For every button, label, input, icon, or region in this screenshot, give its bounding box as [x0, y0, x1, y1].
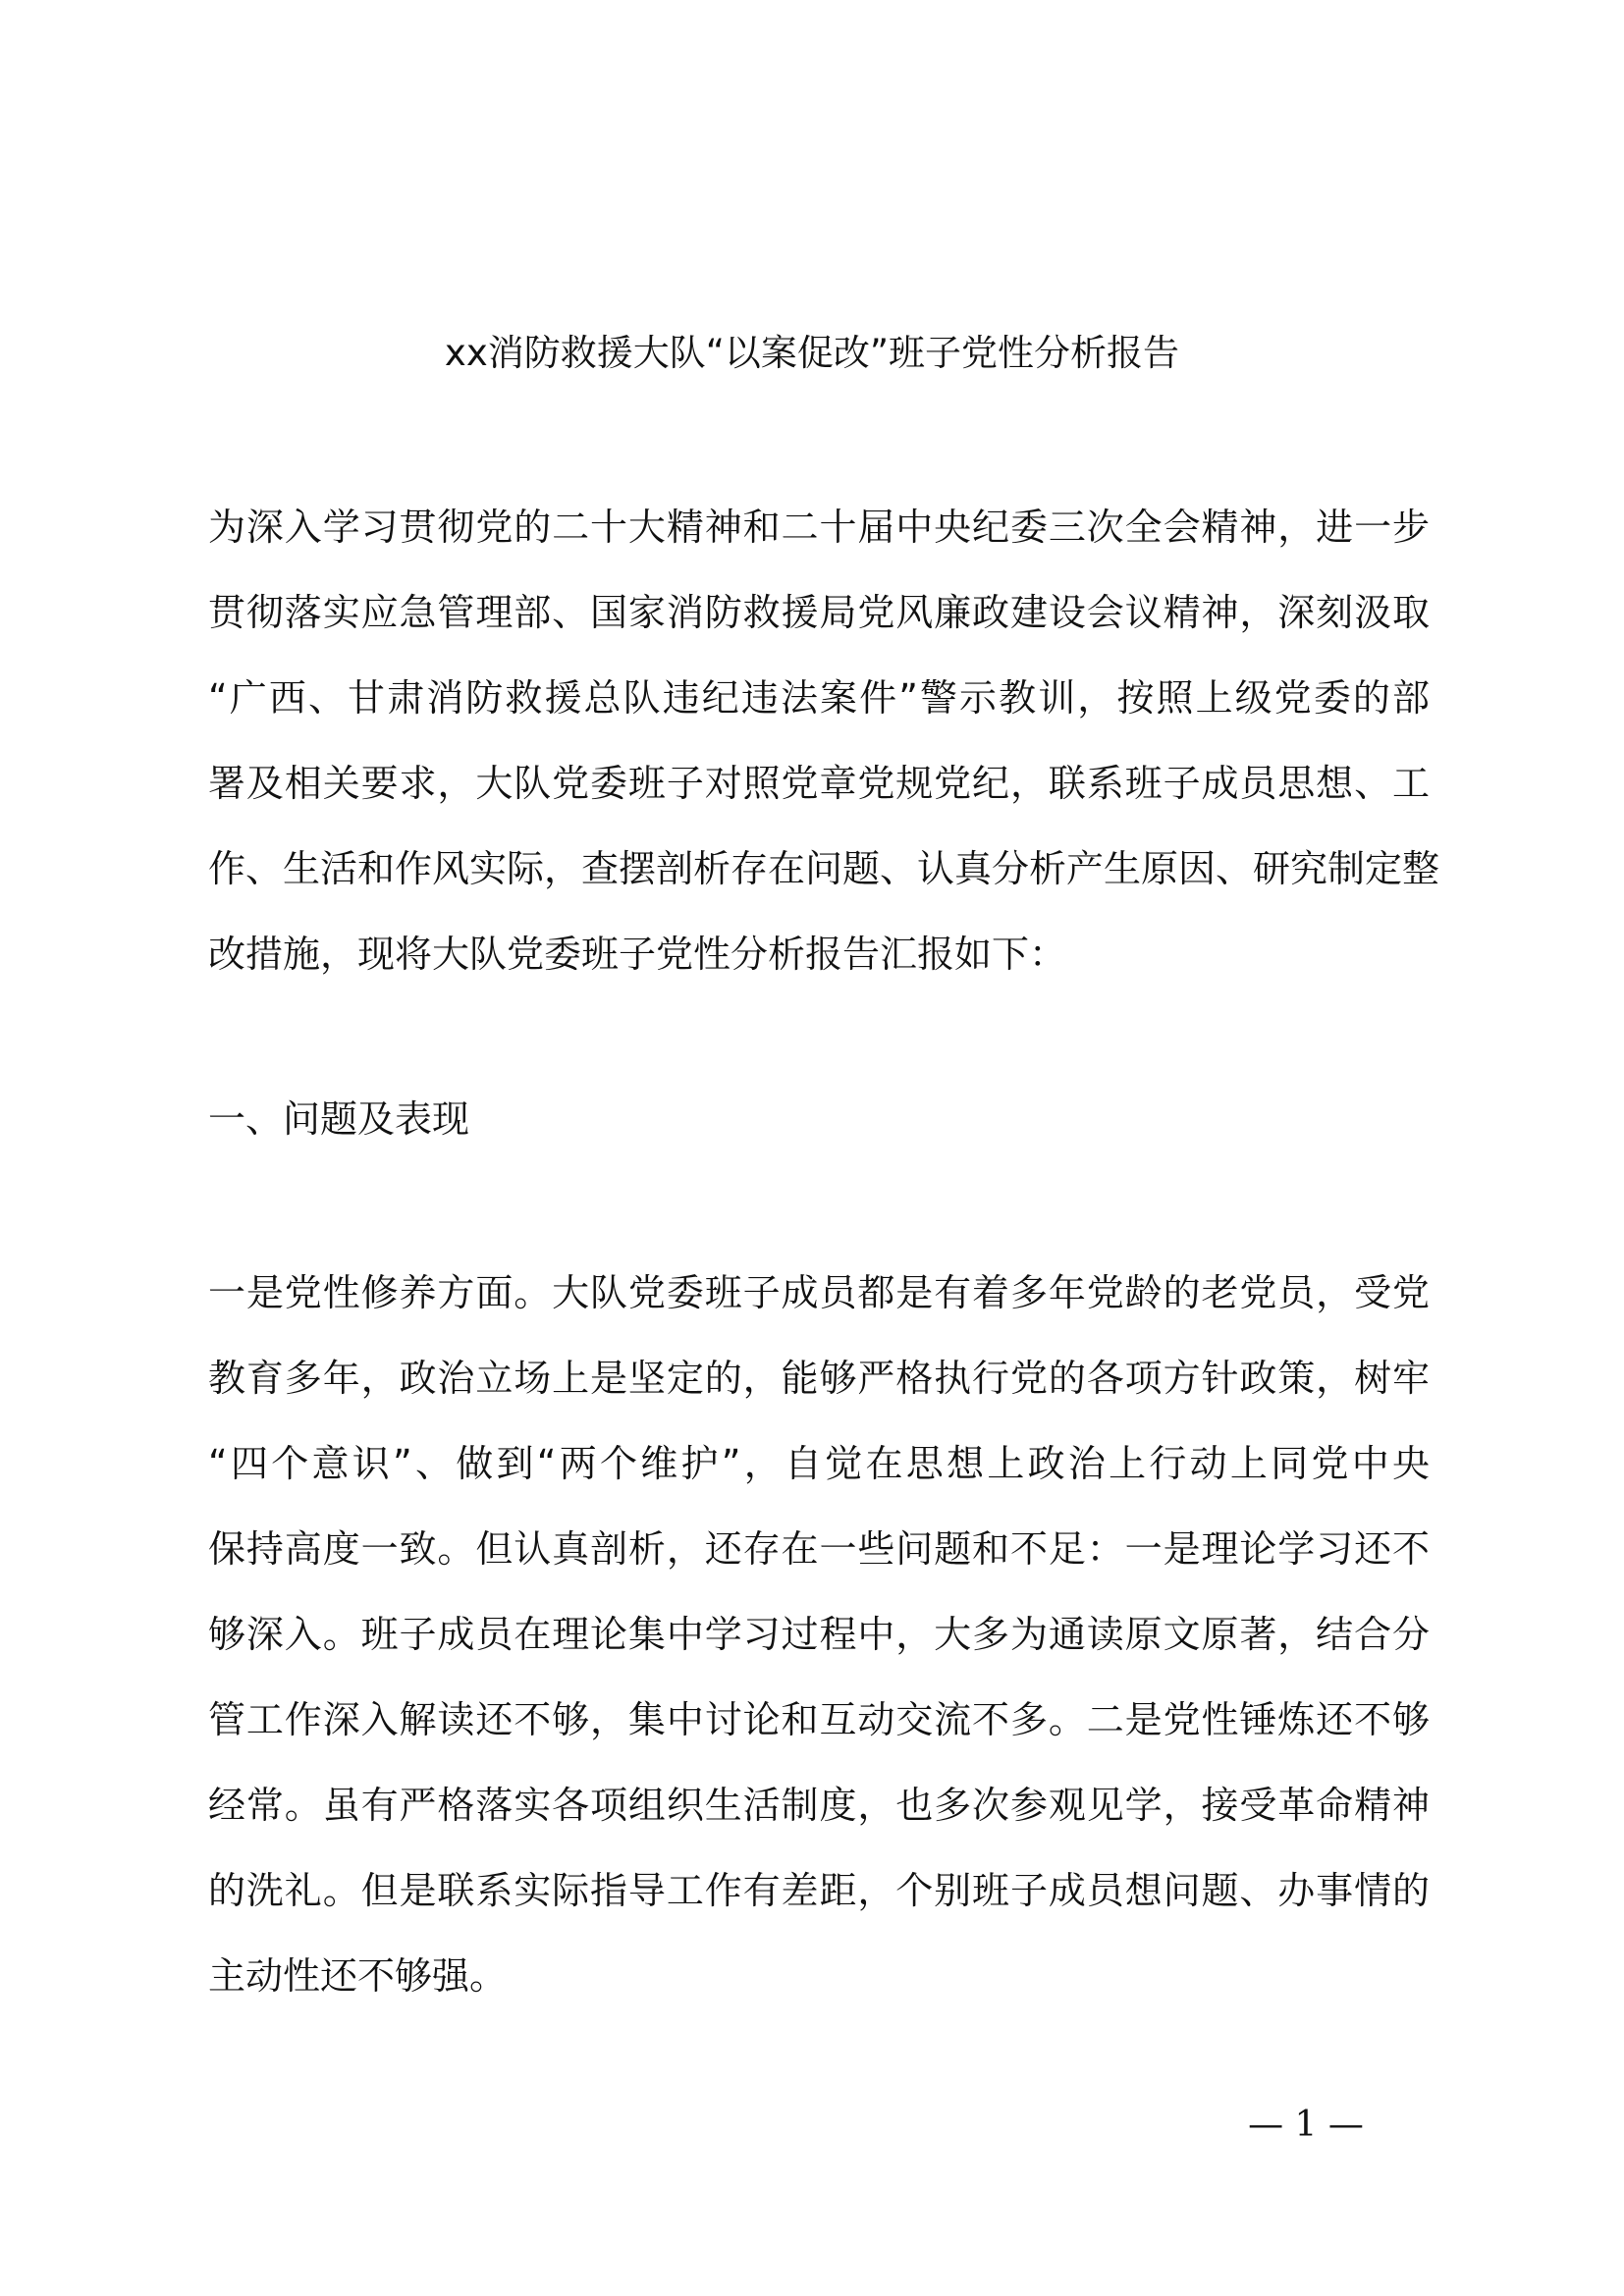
paragraph-line: 一是党性修养方面。大队党委班子成员都是有着多年党龄的老党员，受党	[208, 1271, 1430, 1314]
paragraph-line: 署及相关要求，大队党委班子对照党章党规党纪，联系班子成员思想、工	[208, 762, 1430, 805]
paragraph-line: 够深入。班子成员在理论集中学习过程中，大多为通读原文原著，结合分	[208, 1613, 1430, 1656]
paragraph-line: “四个意识”、做到“两个维护”，自觉在思想上政治上行动上同党中央	[208, 1442, 1430, 1485]
paragraph-line: 经常。虽有严格落实各项组织生活制度，也多次参观见学，接受革命精神	[208, 1784, 1430, 1827]
paragraph-line: “广西、甘肃消防救援总队违纪违法案件”警示教训，按照上级党委的部	[208, 676, 1430, 720]
section-paragraph	[208, 1251, 1430, 2019]
paragraph-line: 的洗礼。但是联系实际指导工作有差距，个别班子成员想问题、办事情的	[208, 1869, 1430, 1912]
paragraph-line: 改措施，现将大队党委班子党性分析报告汇报如下：	[208, 933, 1067, 976]
paragraph-line: 主动性还不够强。	[208, 1954, 508, 1998]
intro-paragraph	[208, 485, 1440, 997]
paragraph-line: 贯彻落实应急管理部、国家消防救援局党风廉政建设会议精神，深刻汲取	[208, 591, 1430, 634]
document-title: xx消防救援大队“以案促改”班子党性分析报告	[444, 332, 1180, 374]
paragraph-line: 保持高度一致。但认真剖析，还存在一些问题和不足：一是理论学习还不	[208, 1527, 1430, 1571]
paragraph-line: 为深入学习贯彻党的二十大精神和二十届中央纪委三次全会精神，进一步	[208, 506, 1430, 549]
section-heading: 一、问题及表现	[208, 1097, 470, 1141]
page-number: — 1 —	[1248, 2105, 1364, 2145]
paragraph-line: 管工作深入解读还不够，集中讨论和互动交流不多。二是党性锤炼还不够	[208, 1698, 1430, 1741]
paragraph-line: 作、生活和作风实际，查摆剖析存在问题、认真分析产生原因、研究制定整	[208, 847, 1440, 890]
paragraph-line: 教育多年，政治立场上是坚定的，能够严格执行党的各项方针政策，树牢	[208, 1357, 1430, 1400]
